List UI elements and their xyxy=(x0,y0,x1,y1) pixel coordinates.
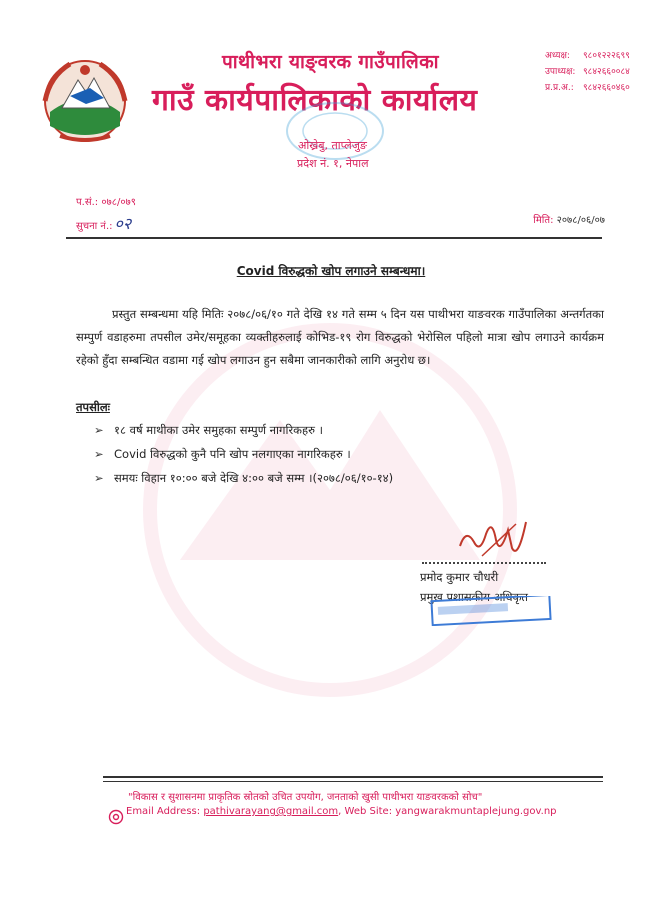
list-item-text: १८ वर्ष माथीका उमेर समुहका सम्पुर्ण नागरिकहरु । xyxy=(114,423,324,437)
signatory-title: प्रमुख प्रशासकीय अधिकृत xyxy=(420,590,528,604)
notice-number xyxy=(76,212,131,234)
municipality-name: पाथीभरा याङ्वरक गाउँपालिका xyxy=(222,51,439,73)
reference-number xyxy=(76,194,136,208)
body-paragraph: प्रस्तुत सम्बन्धमा यहि मितिः २०७८/०६/१० गते देखि १४ गते सम्म ५ दिन यस पाथीभरा याङवरक गाउँपालिका अन्तर्गतका सम्पुर्ण वडाहरुमा तपसील उमेर/समूहका व्यक्तीहरुलाई कोभिड-१९ रोग विरुद्धको भेरोसिल पहिलो मात्रा खोप लगाउने कार्यक्रम रहेको हुँदा सम्बन्धित वडामा गई खोप लगाउन हुन सबैमा जानकारीको लागि अनुरोध छ। xyxy=(76,307,604,367)
website-link[interactable]: yangwarakmuntaplejung.gov.np xyxy=(395,806,557,817)
contact-row xyxy=(545,48,630,64)
email-label: Email Address: xyxy=(126,806,201,817)
list-item-text: Covid विरुद्धको कुनै पनि खोप नलगाएका नागरिकहरु । xyxy=(114,447,351,461)
arrow-bullet-icon: ➢ xyxy=(94,447,104,461)
office-title: गाउँ कार्यपालिकाको कार्यालय xyxy=(152,83,478,118)
website-label: , Web Site: xyxy=(338,806,393,817)
contact-value: ९८४२६६०४६० xyxy=(583,83,630,93)
contact-row xyxy=(545,64,630,80)
address-line-1: ओख्रेबु, ताप्लेजुङ xyxy=(298,139,367,152)
list-item xyxy=(94,418,393,442)
date-value: २०७८/०६/०७ xyxy=(556,215,605,226)
signature-line xyxy=(422,562,546,564)
header-divider xyxy=(66,237,602,239)
footer-divider-thin xyxy=(103,781,603,782)
contact-label: प्र.प्र.अ.: xyxy=(545,83,574,93)
list-item xyxy=(94,442,393,466)
ref-value: ०७८/०७९ xyxy=(101,197,136,208)
nepal-emblem-icon xyxy=(40,56,130,146)
ref-label: प.सं.: xyxy=(76,197,99,208)
footer-contact-line xyxy=(126,806,557,817)
notice-label: सुचना नं.: xyxy=(76,221,113,232)
date-label: मिति: xyxy=(533,215,554,226)
contact-label: उपाध्यक्ष: xyxy=(545,67,576,77)
email-link[interactable]: pathivarayang@gmail.com xyxy=(203,806,339,817)
address-line-2: प्रदेश नं. १, नेपाल xyxy=(297,157,369,170)
subject-text: Covid विरुद्धको खोप लगाउने सम्बन्धमा। xyxy=(236,264,426,278)
official-stamp-icon xyxy=(428,596,556,626)
arrow-bullet-icon: ➢ xyxy=(94,471,104,485)
subject-heading xyxy=(0,262,662,279)
signatory-name: प्रमोद कुमार चौधरी xyxy=(420,570,499,584)
details-heading: तपसीलः xyxy=(76,400,110,414)
list-item-text: समयः विहान १०:०० बजे देखि ४:०० बजे सम्म ।(२०७८/०६/१०-१४) xyxy=(114,471,394,485)
contact-block xyxy=(545,48,630,96)
contact-label: अध्यक्ष: xyxy=(545,51,570,61)
contact-value: ९८४२६६००८४ xyxy=(583,67,630,77)
list-item xyxy=(94,466,393,490)
contact-row xyxy=(545,80,630,96)
email-icon xyxy=(108,809,124,825)
footer-divider xyxy=(103,776,603,778)
contact-value: ९८०१२२२६९९ xyxy=(583,51,630,61)
details-list xyxy=(94,418,393,490)
handwritten-signature-icon xyxy=(452,508,532,568)
letter-date xyxy=(533,212,605,226)
arrow-bullet-icon: ➢ xyxy=(94,423,104,437)
footer-motto: "विकास र सुशासनमा प्राकृतिक स्रोतको उचित उपयोग, जनताको खुसी पाथीभरा याङवरकको सोच" xyxy=(128,792,483,803)
notice-value: ०२ xyxy=(114,214,132,233)
